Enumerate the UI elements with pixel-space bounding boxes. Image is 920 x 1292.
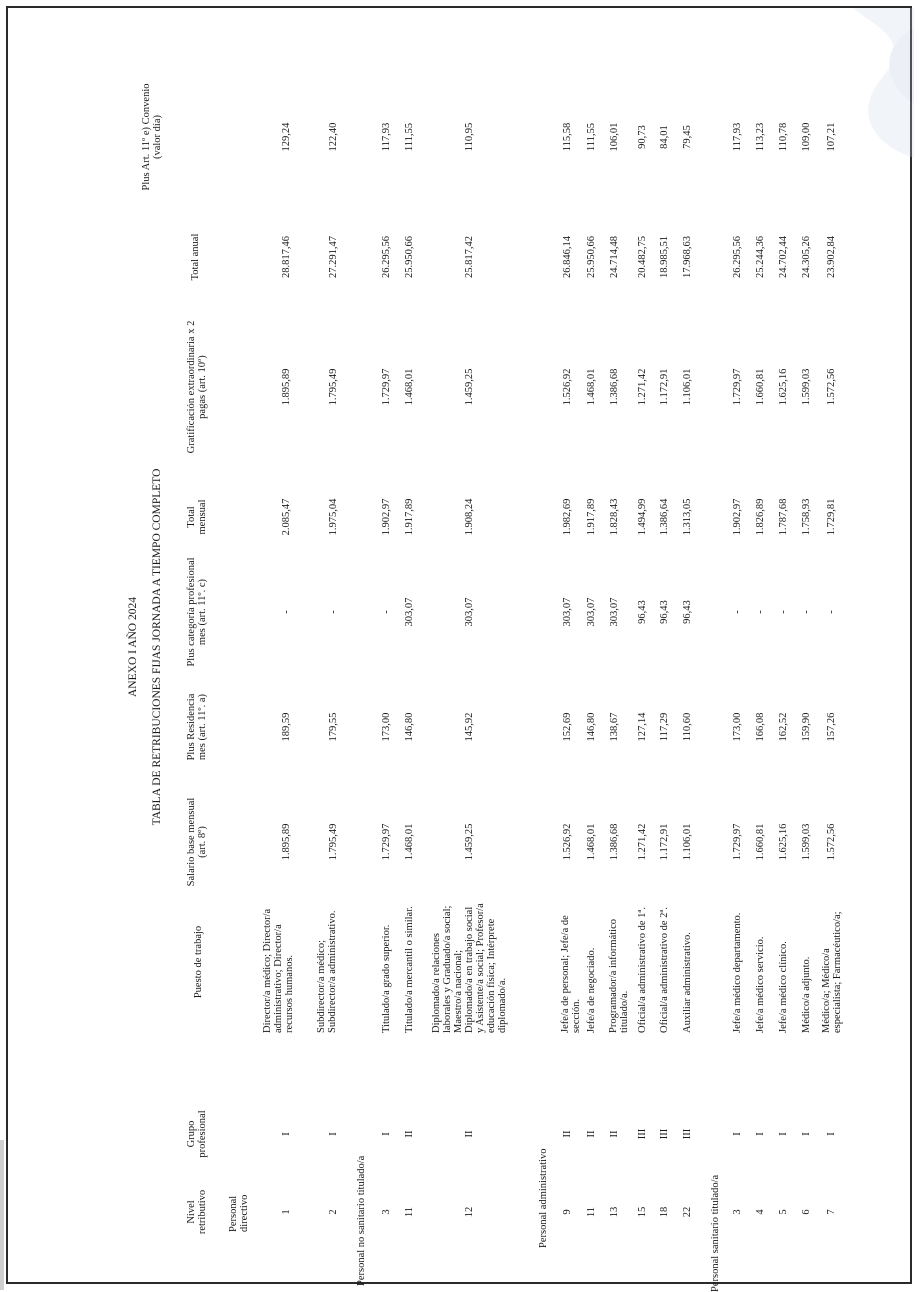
table-cell: recursos humanos. <box>284 954 295 1033</box>
table-cell: titulado/a. <box>619 990 630 1033</box>
table-cell: 1.459,25 <box>464 368 475 406</box>
table-cell: 2 <box>328 1209 339 1215</box>
table-cell: 1.468,01 <box>586 823 597 861</box>
table-cell: Subdirector/a administrativo. <box>327 910 338 1033</box>
table-cell: 1.172,91 <box>659 823 670 861</box>
table-cell: directivo <box>239 1194 250 1232</box>
table-cell: Director/a médico; Director/a <box>262 908 273 1033</box>
table-cell: Titulado/a mercantil o similar. <box>404 906 415 1033</box>
table-cell: Maestro/a nacional; <box>453 949 464 1033</box>
table-cell: Jefe/a médico clínico. <box>778 941 789 1033</box>
header-total-anual: Total anual <box>190 233 201 281</box>
table-cell: 24.305,26 <box>801 236 812 278</box>
table-cell: 24.702,44 <box>778 236 789 278</box>
table-cell: 6 <box>801 1209 812 1215</box>
table-cell: 106,01 <box>609 122 620 152</box>
table-cell: Plus Residencia <box>186 693 197 761</box>
table-cell: 25.817,42 <box>464 236 475 278</box>
table-cell: 28.817,46 <box>281 236 292 278</box>
table-cell: I <box>381 1132 392 1136</box>
table-cell: 1.599,03 <box>801 368 812 406</box>
table-cell: 1.895,89 <box>281 368 292 406</box>
table-cell: 117,29 <box>659 712 670 742</box>
table-cell: 303,07 <box>586 597 597 627</box>
table-cell: II <box>609 1130 620 1138</box>
table-cell: 110,78 <box>778 122 789 152</box>
table-cell: II <box>586 1130 597 1138</box>
table-cell: 115,58 <box>562 122 573 152</box>
table-cell: I <box>281 1132 292 1136</box>
table-cell: 146,80 <box>586 712 597 742</box>
table-cell: 1.729,97 <box>732 368 743 406</box>
table-cell: 90,73 <box>637 125 648 149</box>
table-cell: 1 <box>281 1209 292 1215</box>
table-cell: - <box>732 610 743 614</box>
table-cell: pagas (art. 10º) <box>197 355 208 419</box>
table-cell: 79,45 <box>682 125 693 149</box>
table-cell: 1.895,89 <box>281 823 292 861</box>
table-cell: I <box>778 1132 789 1136</box>
section-administrativo: Personal administrativo <box>538 1148 549 1248</box>
table-cell: 162,52 <box>778 712 789 742</box>
table-cell: 2.085,47 <box>281 498 292 536</box>
table-cell: 1.975,04 <box>328 498 339 536</box>
table-cell: mes (art. 11º. a) <box>197 693 208 761</box>
table-cell: 1.625,16 <box>778 368 789 406</box>
table-cell: 1.729,97 <box>381 368 392 406</box>
table-cell: 1.982,69 <box>562 498 573 536</box>
table-cell: Salario base mensual <box>186 797 197 887</box>
table-cell: Oficial/a administrativo de 2ª. <box>659 907 670 1033</box>
table-cell: III <box>682 1128 693 1140</box>
table-cell: - <box>778 610 789 614</box>
table-cell: 146,80 <box>404 712 415 742</box>
table-cell: 179,55 <box>328 712 339 742</box>
table-cell: 110,60 <box>682 712 693 742</box>
table-cell: 157,26 <box>826 712 837 742</box>
section-no-sanitario: Personal no sanitario titulado/a <box>356 1155 367 1286</box>
table-cell: 122,40 <box>328 122 339 152</box>
table-cell: 1.386,68 <box>609 823 620 861</box>
table-cell: 18.985,51 <box>659 236 670 278</box>
table-cell: 1.729,81 <box>826 498 837 536</box>
table-cell: II <box>562 1130 573 1138</box>
table-cell: 110,95 <box>464 122 475 152</box>
table-cell: 1.625,16 <box>778 823 789 861</box>
table-cell: Total <box>186 506 197 528</box>
table-cell: 1.468,01 <box>586 368 597 406</box>
table-cell: I <box>801 1132 812 1136</box>
table-cell: 1.908,24 <box>464 498 475 536</box>
table-cell: 173,00 <box>381 712 392 742</box>
table-cell: 113,23 <box>755 122 766 152</box>
table-cell: Plus Art. 11º e) Convenio <box>141 83 152 191</box>
table-title: TABLA DE RETRIBUCIONES FIJAS JORNADA A TIEMPO COMPLETO <box>151 468 163 826</box>
table-cell: 1.729,97 <box>732 823 743 861</box>
table-cell: 1.729,97 <box>381 823 392 861</box>
table-cell: 96,43 <box>659 600 670 624</box>
table-cell: 1.386,64 <box>659 498 670 536</box>
table-cell: 1.468,01 <box>404 368 415 406</box>
table-cell: 11 <box>586 1206 597 1218</box>
table-cell: Titulado/a grado superior. <box>381 924 392 1033</box>
table-cell: 9 <box>562 1209 573 1215</box>
table-cell: Auxiliar administrativo. <box>682 932 693 1033</box>
table-cell: 11 <box>404 1206 415 1218</box>
table-cell: I <box>826 1132 837 1136</box>
table-cell: III <box>659 1128 670 1140</box>
table-cell: - <box>328 610 339 614</box>
table-cell: Diplomado/a en trabajo social <box>464 906 475 1033</box>
table-cell: 159,90 <box>801 712 812 742</box>
table-cell: (art. 8º) <box>197 826 208 858</box>
table-cell: Médico/a adjunto. <box>801 956 812 1033</box>
table-cell: - <box>281 610 292 614</box>
table-cell: 1.172,91 <box>659 368 670 406</box>
table-cell: 1.902,97 <box>732 498 743 536</box>
table-cell: 189,59 <box>281 712 292 742</box>
table-cell: - <box>755 610 766 614</box>
table-cell: 26.295,56 <box>381 236 392 278</box>
table-cell: 1.917,89 <box>586 498 597 536</box>
table-cell: Programador/a informático <box>608 918 619 1033</box>
table-cell: 1.526,92 <box>562 368 573 406</box>
table-cell: 1.494,99 <box>637 498 648 536</box>
table-cell: mensual <box>197 499 208 535</box>
table-cell: 1.526,92 <box>562 823 573 861</box>
table-cell: 303,07 <box>464 597 475 627</box>
table-cell: Médico/a; Médico/a <box>821 948 832 1033</box>
table-cell: - <box>381 610 392 614</box>
table-cell: 1.795,49 <box>328 823 339 861</box>
table-cell: 4 <box>755 1209 766 1215</box>
table-cell: 138,67 <box>609 712 620 742</box>
table-cell: 1.572,56 <box>826 823 837 861</box>
table-cell: 3 <box>732 1209 743 1215</box>
table-cell: Subdirector/a médico; <box>316 939 327 1033</box>
table-cell: y Asistente/a social; Profesor/a <box>475 903 486 1033</box>
table-cell: 13 <box>609 1206 620 1218</box>
table-cell: 17.968,63 <box>682 236 693 278</box>
table-cell: III <box>637 1128 648 1140</box>
table-cell: - <box>826 610 837 614</box>
table-cell: Nivel <box>186 1200 197 1224</box>
table-cell: 111,55 <box>404 122 415 152</box>
table-cell: 20.482,75 <box>637 236 648 278</box>
header-puesto: Puesto de trabajo <box>193 925 204 999</box>
annex-title: ANEXO I AÑO 2024 <box>127 597 139 697</box>
table-cell: 1.795,49 <box>328 368 339 406</box>
section-sanitario: Personal sanitario titulado/a <box>710 1174 721 1292</box>
table-cell: 96,43 <box>682 600 693 624</box>
table-cell: 25.244,36 <box>755 236 766 278</box>
table-cell: 23.902,84 <box>826 236 837 278</box>
table-cell: 12 <box>464 1206 475 1218</box>
table-cell: Grupo <box>186 1120 197 1148</box>
table-cell: mes (art. 11º. c) <box>197 578 208 646</box>
table-cell: 1.271,42 <box>637 368 648 406</box>
table-cell: 26.295,56 <box>732 236 743 278</box>
table-cell: profesional <box>197 1110 208 1158</box>
table-cell: 117,93 <box>381 122 392 152</box>
table-cell: 1.787,68 <box>778 498 789 536</box>
table-cell: 1.313,05 <box>682 498 693 536</box>
table-cell: 303,07 <box>609 597 620 627</box>
table-cell: 1.386,68 <box>609 368 620 406</box>
table-cell: Jefe/a de negociado. <box>586 947 597 1033</box>
table-cell: 7 <box>826 1209 837 1215</box>
table-cell: 1.826,89 <box>755 498 766 536</box>
table-cell: 173,00 <box>732 712 743 742</box>
table-cell: 1.902,97 <box>381 498 392 536</box>
table-cell: 96,43 <box>637 600 648 624</box>
table-cell: 127,14 <box>637 712 648 742</box>
table-cell: 1.459,25 <box>464 823 475 861</box>
table-cell: 1.917,89 <box>404 498 415 536</box>
table-cell: laborales y Graduado/a social; <box>442 905 453 1033</box>
table-cell: administrativo; Director/a <box>273 924 284 1033</box>
table-cell: 1.599,03 <box>801 823 812 861</box>
table-cell: 303,07 <box>562 597 573 627</box>
table-cell: 18 <box>659 1206 670 1218</box>
table-cell: 109,00 <box>801 122 812 152</box>
table-cell: 26.846,14 <box>562 236 573 278</box>
table-cell: retributivo <box>197 1189 208 1235</box>
table-cell: 1.660,81 <box>755 368 766 406</box>
table-cell: 1.106,01 <box>682 368 693 406</box>
table-cell: 1.271,42 <box>637 823 648 861</box>
table-cell: 3 <box>381 1209 392 1215</box>
table-cell: especialista; Farmacéutico/a; <box>832 911 843 1033</box>
table-cell: 1.828,43 <box>609 498 620 536</box>
table-cell: I <box>732 1132 743 1136</box>
table-cell: 84,01 <box>659 125 670 149</box>
table-cell: 22 <box>682 1206 693 1218</box>
table-cell: Jefe/a médico servicio. <box>755 936 766 1033</box>
table-cell: - <box>801 610 812 614</box>
table-cell: 27.291,47 <box>328 236 339 278</box>
table-cell: Personal <box>228 1195 239 1232</box>
table-cell: II <box>464 1130 475 1138</box>
table-cell: 129,24 <box>281 122 292 152</box>
table-cell: Jefe/a de personal; Jefe/a de <box>560 915 571 1033</box>
table-cell: 117,93 <box>732 122 743 152</box>
table-cell: 166,08 <box>755 712 766 742</box>
table-cell: 1.758,93 <box>801 498 812 536</box>
table-cell: 5 <box>778 1209 789 1215</box>
table-cell: (valor día) <box>152 114 163 160</box>
table-cell: Jefe/a médico departamento. <box>732 912 743 1033</box>
table-cell: sección. <box>571 998 582 1033</box>
table-cell: Diplomado/a relaciones <box>431 932 442 1033</box>
table-cell: diplomado/a. <box>497 977 508 1033</box>
table-cell: II <box>404 1130 415 1138</box>
table-cell: 24.714,48 <box>609 236 620 278</box>
table-cell: I <box>755 1132 766 1136</box>
table-cell: 111,55 <box>586 122 597 152</box>
table-cell: 303,07 <box>404 597 415 627</box>
table-cell: 1.660,81 <box>755 823 766 861</box>
table-cell: Gratificación extraordinaria x 2 <box>186 320 197 454</box>
table-cell: 107,21 <box>826 122 837 152</box>
table-cell: educación física; Intérprete <box>486 918 497 1033</box>
table-cell: 15 <box>637 1206 648 1218</box>
table-cell: 152,69 <box>562 712 573 742</box>
table-cell: 1.572,56 <box>826 368 837 406</box>
table-cell: Plus categoría profesional <box>186 557 197 667</box>
table-cell: Oficial/a administrativo de 1ª. <box>637 907 648 1033</box>
table-cell: 1.106,01 <box>682 823 693 861</box>
table-cell: I <box>328 1132 339 1136</box>
table-cell: 25.950,66 <box>586 236 597 278</box>
table-cell: 145,92 <box>464 712 475 742</box>
table-cell: 25.950,66 <box>404 236 415 278</box>
table-cell: 1.468,01 <box>404 823 415 861</box>
